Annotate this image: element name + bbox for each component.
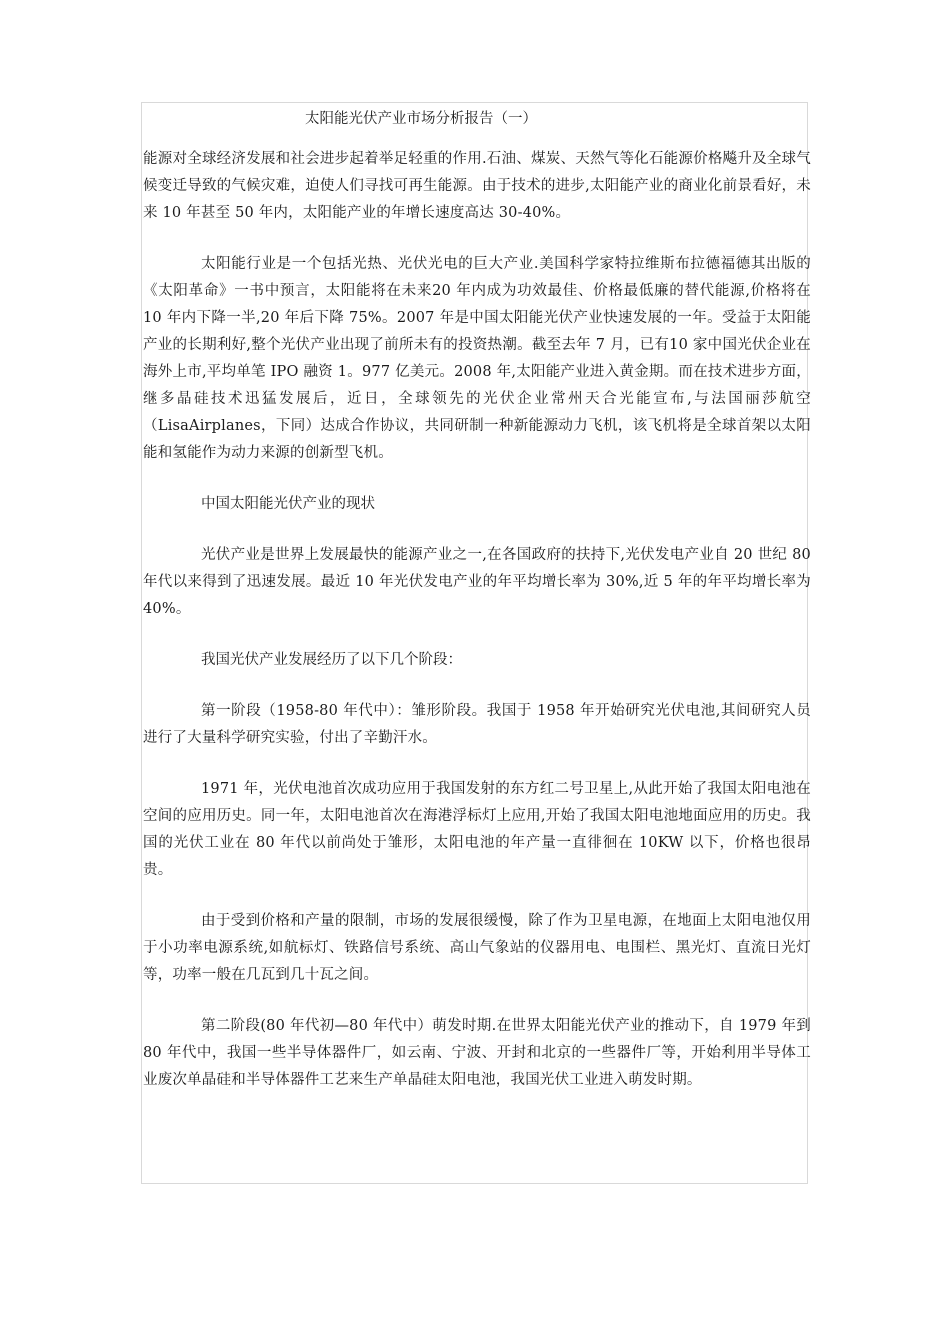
- paragraph-1971: 1971 年，光伏电池首次成功应用于我国发射的东方红二号卫星上,从此开始了我国太阳电池在空间的应用历史。同一年，太阳电池首次在海港浮标灯上应用,开始了我国太阳电池地面应用的历史。我国的光伏工业在 80 年代以前尚处于雏形，太阳电池的年产量一直徘徊在 10KW 以下，价格也很昂贵。: [143, 781, 811, 878]
- document-title: 太阳能光伏产业市场分析报告（一）: [305, 111, 537, 127]
- section-heading-status: 中国太阳能光伏产业的现状: [201, 496, 375, 512]
- paragraph-pv-growth: 光伏产业是世界上发展最快的能源产业之一,在各国政府的扶持下,光伏发电产业自 20 世纪 80 年代以来得到了迅速发展。最近 10 年光伏发电产业的年平均增长率为 30%,近 5 年的年平均增长率为 40%。: [143, 547, 811, 617]
- paragraph-market-limits: 由于受到价格和产量的限制，市场的发展很缓慢，除了作为卫星电源，在地面上太阳电池仅用于小功率电源系统,如航标灯、铁路信号系统、高山气象站的仪器用电、电围栏、黑光灯、直流日光灯等，功率一般在几瓦到几十瓦之间。: [143, 913, 811, 983]
- document-body: [143, 106, 811, 1118]
- paragraph-stages-intro: 我国光伏产业发展经历了以下几个阶段：: [201, 652, 462, 668]
- paragraph-solar-industry: 太阳能行业是一个包括光热、光伏光电的巨大产业.美国科学家特拉维斯布拉德福德其出版的《太阳革命》一书中预言，太阳能将在未来20 年内成为功效最佳、价格最低廉的替代能源,价格将在 10 年内下降一半,20 年后下降 75%。2007 年是中国太阳能光伏产业快速发展的一年。受益于太阳能产业的长期利好,整个光伏产业出现了前所未有的投资热潮。截至去年 7 月，已有10 家中国光伏企业在海外上市,平均单笔 IPO 融资 1。977 亿美元。2008 年,太阳能产业进入黄金期。而在技术进步方面，继多晶硅技术迅猛发展后，近日，全球领先的光伏企业常州天合光能宣布,与法国丽莎航空（LisaAirplanes，下同）达成合作协议，共同研制一种新能源动力飞机，该飞机将是全球首架以太阳能和氢能作为动力来源的创新型飞机。: [143, 256, 811, 461]
- paragraph-stage-one: 第一阶段（1958-80 年代中）：雏形阶段。我国于 1958 年开始研究光伏电池,其间研究人员进行了大量科学研究实验，付出了辛勤汗水。: [143, 703, 811, 746]
- paragraph-stage-two: 第二阶段(80 年代初—80 年代中）萌发时期.在世界太阳能光伏产业的推动下，自 1979 年到 80 年代中，我国一些半导体器件厂，如云南、宁波、开封和北京的一些器件厂等，开始利用半导体工业废次单晶硅和半导体器件工艺来生产单晶硅太阳电池，我国光伏工业进入萌发时期。: [143, 1018, 811, 1088]
- paragraph-intro: 能源对全球经济发展和社会进步起着举足轻重的作用.石油、煤炭、天然气等化石能源价格飚升及全球气候变迁导致的气候灾难，迫使人们寻找可再生能源。由于技术的进步,太阳能产业的商业化前景看好，未来 10 年甚至 50 年内，太阳能产业的年增长速度高达 30-40%。: [143, 151, 811, 221]
